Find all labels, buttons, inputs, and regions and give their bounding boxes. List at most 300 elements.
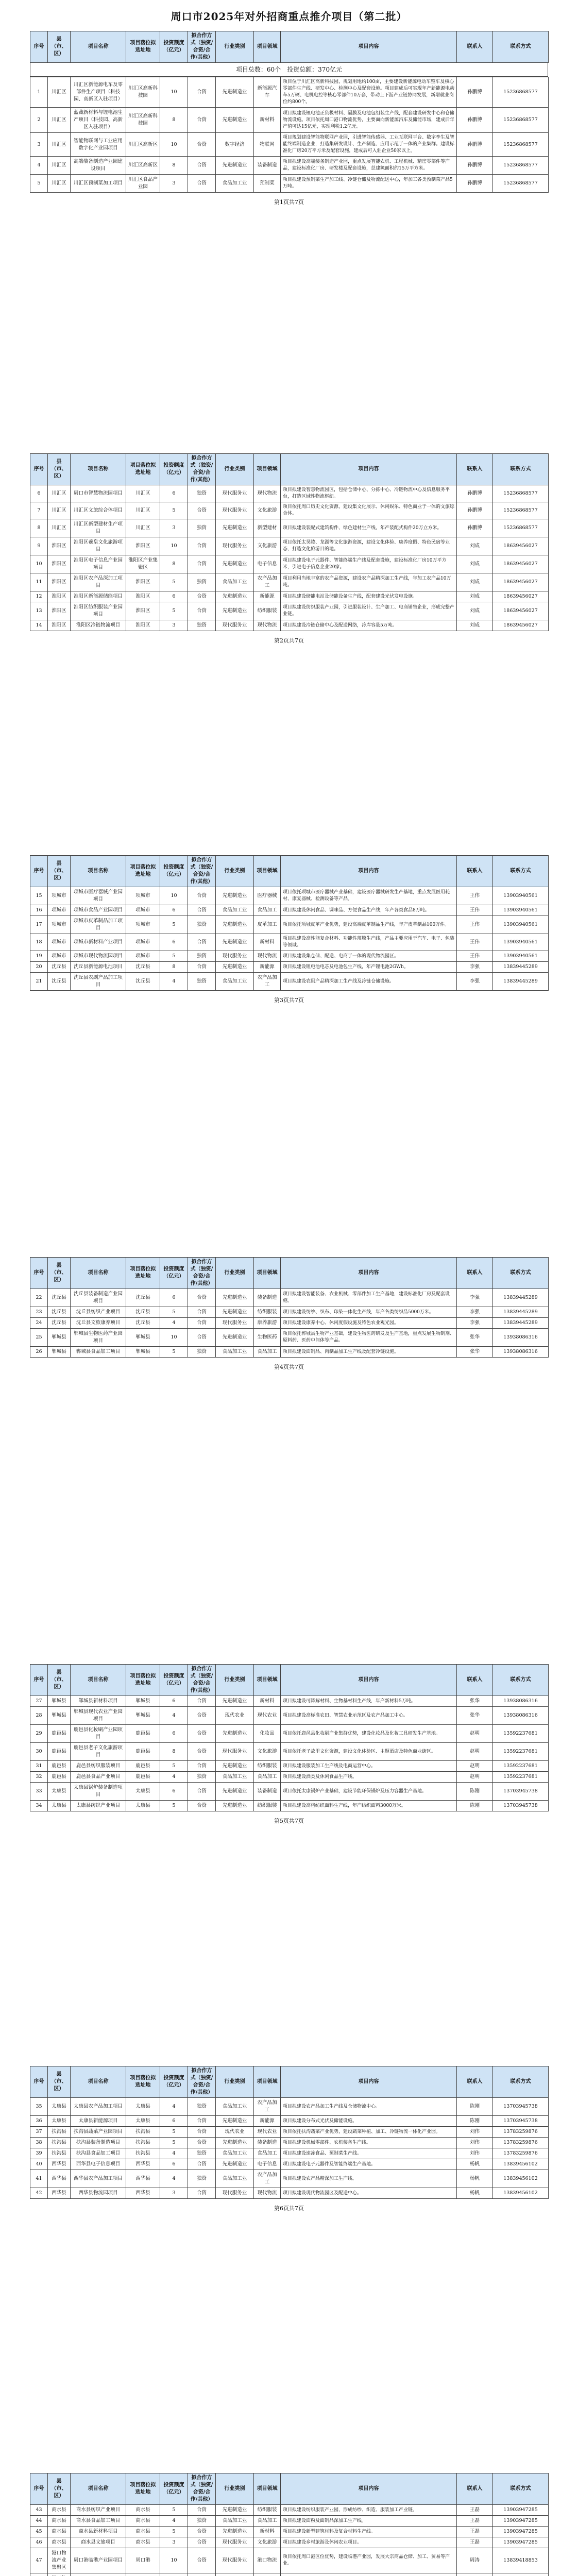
amount-cell: 5	[160, 2138, 188, 2148]
contact-cell	[457, 2573, 493, 2576]
category-cell: 现代服务业	[216, 502, 254, 519]
category-cell: 现代农业	[216, 2127, 254, 2138]
table-row	[30, 1707, 549, 1725]
table-row	[30, 1783, 549, 1801]
column-header: 行业类别	[216, 2066, 254, 2098]
contact-cell: 张华	[457, 1347, 493, 1358]
county-cell: 太康县	[48, 2116, 71, 2127]
contact-cell: 刘成	[457, 602, 493, 620]
contact-cell: 李强	[457, 962, 493, 973]
column-header: 行业类别	[216, 856, 254, 887]
field-cell: 新材料	[254, 1696, 281, 1707]
content-cell: 项目拟建设机械零部件、农机装备生产线。	[281, 2138, 457, 2148]
column-header: 投资额度（亿元）	[160, 31, 188, 63]
project-table	[30, 77, 549, 193]
county-cell: 商水县	[48, 2527, 71, 2537]
content-cell: 项目依托项城皮革产业优势，建设高端皮革制品生产线，年产皮革制品100万件。	[281, 916, 457, 934]
county-cell	[48, 2573, 71, 2576]
field-cell: 新能源汽车	[254, 77, 281, 108]
field-cell: 现代农业	[254, 1707, 281, 1725]
column-header: 联系方式	[493, 2066, 549, 2098]
column-header: 投资额度（亿元）	[160, 454, 188, 485]
project-name-cell: 沈丘县新能源电池项目	[71, 962, 126, 973]
contact-cell: 孙鹏博	[457, 77, 493, 108]
row-number: 35	[30, 2098, 48, 2116]
mode-cell: 独资	[188, 2098, 216, 2116]
phone-cell: 15236868577	[493, 133, 549, 157]
content-cell	[281, 2573, 457, 2576]
row-number: 11	[30, 573, 48, 591]
phone-cell: 13839445289	[493, 1289, 549, 1307]
amount-cell: 3	[160, 2537, 188, 2548]
contact-cell: 赵明	[457, 1743, 493, 1761]
amount-cell: 8	[160, 157, 188, 175]
row-number: 4	[30, 157, 48, 175]
county-cell: 淮阳区	[48, 555, 71, 573]
amount-cell: 5	[160, 1801, 188, 1811]
site-cell: 沈丘县	[126, 1307, 160, 1318]
county-cell: 川汇区	[48, 133, 71, 157]
table-row	[30, 1307, 549, 1318]
county-cell: 川汇区	[48, 519, 71, 537]
category-cell: 先进制造业	[216, 1307, 254, 1318]
site-cell: 太康县	[126, 1783, 160, 1801]
site-cell: 郸城县	[126, 1696, 160, 1707]
page-number: 第2页共7页	[274, 637, 304, 644]
site-cell: 淮阳区	[126, 573, 160, 591]
row-number: 12	[30, 591, 48, 602]
table-page	[30, 453, 548, 645]
county-cell: 川汇区	[48, 175, 71, 193]
table-row	[30, 1725, 549, 1743]
field-cell: 新能源	[254, 591, 281, 602]
content-cell: 项目依托郸城县生物产业基础，建设生物医药研发及生产基地，重点发展生物制剂、原料药、医药中间体等产品。	[281, 1329, 457, 1347]
category-cell: 先进制造业	[216, 555, 254, 573]
county-cell: 扶沟县	[48, 2138, 71, 2148]
project-name-cell: 淮阳区羲皇文化旅游项目	[71, 537, 126, 555]
phone-cell: 15236868577	[493, 485, 549, 502]
column-header: 序号	[30, 2066, 48, 2098]
content-cell: 项目拟建设休闲食品、调味品、方便食品生产线，年产各类食品8万吨。	[281, 905, 457, 916]
mode-cell: 合资	[188, 905, 216, 916]
amount-cell: 4	[160, 2098, 188, 2116]
category-cell: 先进制造业	[216, 2159, 254, 2170]
mode-cell: 合资	[188, 502, 216, 519]
county-cell: 鹿邑县	[48, 1772, 71, 1783]
field-cell: 新能源	[254, 2116, 281, 2127]
mode-cell: 合资	[188, 108, 216, 133]
county-cell: 项城市	[48, 905, 71, 916]
amount-cell: 4	[160, 1318, 188, 1329]
project-name-cell: 项城市新材料产业项目	[71, 934, 126, 951]
project-name-cell: 郸城县新材料项目	[71, 1696, 126, 1707]
site-cell: 川汇区高新科技园	[126, 108, 160, 133]
field-cell: 食品加工	[254, 905, 281, 916]
column-header: 项目领域	[254, 856, 281, 887]
column-header: 拟合作方式（独资/合资/合作/其他）	[188, 31, 216, 63]
project-name-cell: 项城市医疗器械产业园项目	[71, 887, 126, 905]
field-cell: 文化旅游	[254, 502, 281, 519]
page-number: 第5页共7页	[274, 1818, 304, 1824]
site-cell: 商水县	[126, 2537, 160, 2548]
amount-cell: 5	[160, 2127, 188, 2138]
field-cell: 农产品加工	[254, 573, 281, 591]
row-number: 15	[30, 887, 48, 905]
site-cell: 鹿邑县	[126, 1743, 160, 1761]
content-cell: 项目拟建设装配式建筑构件、绿色建材生产线，年产装配式构件20万立方米。	[281, 519, 457, 537]
field-cell: 新材料	[254, 2527, 281, 2537]
site-cell: 商水县	[126, 2505, 160, 2516]
column-header: 项目落位拟选址地	[126, 31, 160, 63]
county-cell: 太康县	[48, 2098, 71, 2116]
mode-cell: 合资	[188, 2527, 216, 2537]
category-cell: 先进制造业	[216, 2527, 254, 2537]
field-cell: 装备制造	[254, 1289, 281, 1307]
content-cell: 项目拟建设可降解材料、生物基材料生产线，年产新材料5万吨。	[281, 1696, 457, 1707]
table-row	[30, 108, 549, 133]
contact-cell: 杨帆	[457, 2159, 493, 2170]
amount-cell: 10	[160, 537, 188, 555]
phone-cell: 13703945738	[493, 2098, 549, 2116]
amount-cell: 6	[160, 905, 188, 916]
field-cell: 港口物流	[254, 2548, 281, 2573]
project-name-cell: 鹿邑县食品产业项目	[71, 1772, 126, 1783]
table-row	[30, 2098, 549, 2116]
content-cell: 项目拟建设锂电池正负极材料、隔膜及电池包组装生产线，配套建设研发中心和仓储物流设施。项目依托周口港口物流优势，主要面向新能源汽车及储能市场，建成后年产值可达15亿元，实现利税1.2亿元。	[281, 108, 457, 133]
contact-cell: 张华	[457, 1329, 493, 1347]
amount-cell: 5	[160, 2505, 188, 2516]
table-row	[30, 602, 549, 620]
contact-cell: 赵明	[457, 1761, 493, 1772]
content-cell: 项目拟建设高档纺织面料生产线，年产纺织面料3000万米。	[281, 1801, 457, 1811]
phone-cell: 13592237681	[493, 1761, 549, 1772]
column-header: 联系人	[457, 1665, 493, 1696]
project-table	[30, 1257, 549, 1358]
amount-cell: 3	[160, 175, 188, 193]
table-row	[30, 620, 549, 631]
category-cell: 食品加工业	[216, 2516, 254, 2527]
category-cell: 现代服务业	[216, 1318, 254, 1329]
site-cell: 淮阳区	[126, 537, 160, 555]
mode-cell: 合资	[188, 1783, 216, 1801]
column-header: 项目内容	[281, 1665, 457, 1696]
table-row	[30, 537, 549, 555]
project-name-cell: 太康县锅炉装备制造项目	[71, 1783, 126, 1801]
site-cell: 川汇区高新区	[126, 157, 160, 175]
county-cell: 淮阳区	[48, 602, 71, 620]
contact-cell: 孙鹏博	[457, 133, 493, 157]
content-cell: 项目规划建设智能物联网产业园，引进智能传感器、工业互联网平台、数字孪生及智能终端制造企业，打造集研发设计、生产制造、应用示范于一体的产业集群。建设标准化厂房20万平方米及配套设施，建成后可入驻企业50家以上。	[281, 133, 457, 157]
amount-cell: 5	[160, 916, 188, 934]
contact-cell: 王磊	[457, 2527, 493, 2537]
field-cell: 装备制造	[254, 2138, 281, 2148]
project-name-cell: 西华县物流园项目	[71, 2188, 126, 2199]
row-number: 6	[30, 485, 48, 502]
row-number: 42	[30, 2188, 48, 2199]
table-row	[30, 2505, 549, 2516]
site-cell: 扶沟县	[126, 2148, 160, 2159]
site-cell: 川汇区食品产业园	[126, 175, 160, 193]
category-cell: 先进制造业	[216, 591, 254, 602]
project-name-cell: 川汇区文旅综合体项目	[71, 502, 126, 519]
project-name-cell: 郸城县现代农业产业园项目	[71, 1707, 126, 1725]
table-row	[30, 502, 549, 519]
mode-cell: 合资	[188, 1318, 216, 1329]
column-header: 投资额度（亿元）	[160, 2066, 188, 2098]
table-row	[30, 1347, 549, 1358]
site-cell: 太康县	[126, 2116, 160, 2127]
phone-cell: 15236868577	[493, 502, 549, 519]
column-header: 项目内容	[281, 2473, 457, 2505]
contact-cell: 李强	[457, 1307, 493, 1318]
field-cell: 医疗器械	[254, 887, 281, 905]
mode-cell: 合资	[188, 591, 216, 602]
phone-cell: 13783259876	[493, 2127, 549, 2138]
contact-cell: 孙鹏博	[457, 519, 493, 537]
table-row	[30, 1772, 549, 1783]
project-name-cell: 西华县电子信息项目	[71, 2159, 126, 2170]
mode-cell: 合资	[188, 537, 216, 555]
county-cell: 川汇区	[48, 108, 71, 133]
phone-cell: 13592237681	[493, 1743, 549, 1761]
phone-cell: 18639456027	[493, 555, 549, 573]
project-table	[30, 2066, 549, 2199]
phone-cell: 13938086316	[493, 1347, 549, 1358]
content-cell: 项目拟建设农产品加工生产线及仓储物流中心。	[281, 2098, 457, 2116]
field-cell: 电子信息	[254, 555, 281, 573]
contact-cell: 李强	[457, 1318, 493, 1329]
project-name-cell: 项城市现代物流园项目	[71, 951, 126, 962]
column-header: 序号	[30, 454, 48, 485]
contact-cell: 杨帆	[457, 2188, 493, 2199]
phone-cell: 13839445289	[493, 1318, 549, 1329]
mode-cell: 合资	[188, 2537, 216, 2548]
contact-cell: 张华	[457, 1696, 493, 1707]
category-cell: 先进制造业	[216, 2138, 254, 2148]
category-cell: 先进制造业	[216, 1761, 254, 1772]
mode-cell: 独资	[188, 951, 216, 962]
site-cell: 淮阳区	[126, 602, 160, 620]
county-cell: 太康县	[48, 1783, 71, 1801]
county-cell: 鹿邑县	[48, 1725, 71, 1743]
field-cell: 农产品加工	[254, 973, 281, 991]
row-number: 16	[30, 905, 48, 916]
contact-cell: 陈刚	[457, 2116, 493, 2127]
category-cell: 食品加工业	[216, 2170, 254, 2188]
site-cell: 商水县	[126, 2516, 160, 2527]
content-cell: 项目拟建设服装加工生产线及电商运营中心。	[281, 1761, 457, 1772]
amount-cell: 8	[160, 555, 188, 573]
row-number: 13	[30, 602, 48, 620]
content-cell: 项目依托周口历史文化资源，建设集文化展示、休闲娱乐、特色商业于一体的文旅综合体。	[281, 502, 457, 519]
phone-cell: 13592237681	[493, 1772, 549, 1783]
amount-cell: 5	[160, 951, 188, 962]
county-cell: 沈丘县	[48, 973, 71, 991]
table-row	[30, 2170, 549, 2188]
county-cell: 鹿邑县	[48, 1761, 71, 1772]
mode-cell: 独资	[188, 573, 216, 591]
amount-cell: 3	[160, 2188, 188, 2199]
phone-cell: 13903947285	[493, 2537, 549, 2548]
county-cell: 商水县	[48, 2537, 71, 2548]
table-header-row	[30, 2066, 549, 2098]
content-cell: 项目拟建设纺织服装产业园，形成纺纱、织造、服装加工产业链。	[281, 2505, 457, 2516]
mode-cell: 合资	[188, 2159, 216, 2170]
contact-cell: 刘伟	[457, 2148, 493, 2159]
county-cell: 西华县	[48, 2159, 71, 2170]
contact-cell: 陈刚	[457, 2098, 493, 2116]
project-name-cell: 高端装备制造产业园建设项目	[71, 157, 126, 175]
project-name-cell: 蓝藏新材料与锂电池生产项目（科技园、高新区入驻项目）	[71, 108, 126, 133]
table-page	[30, 855, 548, 1004]
column-header: 投资额度（亿元）	[160, 856, 188, 887]
category-cell: 先进制造业	[216, 77, 254, 108]
field-cell: 新能源	[254, 962, 281, 973]
table-row	[30, 555, 549, 573]
table-row	[30, 133, 549, 157]
phone-cell: 13703945738	[493, 2116, 549, 2127]
document-title: 周口市2025年对外招商重点推介项目（第二批）	[171, 10, 407, 23]
phone-cell: 13903940561	[493, 887, 549, 905]
site-cell: 沈丘县	[126, 973, 160, 991]
row-number: 30	[30, 1743, 48, 1761]
county-cell: 川汇区	[48, 485, 71, 502]
content-cell: 项目位于川汇区高新科技园，规划用地约100亩，主要建设新能源电动车整车及核心零部件生产线、研发中心、检测中心及配套设施。项目建成后可实现年产新能源电动车5万辆、电机电控等核心零部件10万套，带动上下游产业链协同发展，新增就业岗位约800个。	[281, 77, 457, 108]
field-cell: 现代物流	[254, 2188, 281, 2199]
field-cell: 皮革加工	[254, 916, 281, 934]
column-header: 拟合作方式（独资/合资/合作/其他）	[188, 2473, 216, 2505]
category-cell	[216, 2573, 254, 2576]
site-cell: 西华县	[126, 2170, 160, 2188]
row-number: 39	[30, 2148, 48, 2159]
contact-cell: 孙鹏博	[457, 485, 493, 502]
amount-cell: 3	[160, 519, 188, 537]
phone-cell: 13903947285	[493, 2516, 549, 2527]
phone-cell: 13839418853	[493, 2548, 549, 2573]
row-number: 5	[30, 175, 48, 193]
category-cell: 先进制造业	[216, 1783, 254, 1801]
project-name-cell: 川汇区预制菜加工项目	[71, 175, 126, 193]
content-cell: 项目依托鹿邑县化妆刷产业集群优势，建设化妆品及化妆工具研发生产基地。	[281, 1725, 457, 1743]
site-cell: 扶沟县	[126, 2138, 160, 2148]
table-row	[30, 1696, 549, 1707]
table-row	[30, 887, 549, 905]
county-cell: 淮阳区	[48, 620, 71, 631]
phone-cell: 13839456102	[493, 2188, 549, 2199]
county-cell: 郸城县	[48, 1329, 71, 1347]
category-cell: 现代服务业	[216, 2537, 254, 2548]
contact-cell: 刘成	[457, 537, 493, 555]
row-number: 24	[30, 1318, 48, 1329]
column-header: 投资额度（亿元）	[160, 1258, 188, 1289]
site-cell: 川汇区	[126, 485, 160, 502]
row-number: 29	[30, 1725, 48, 1743]
mode-cell: 独资	[188, 2170, 216, 2188]
table-header-row	[30, 2473, 549, 2505]
field-cell: 纺织服装	[254, 602, 281, 620]
column-header: 序号	[30, 1258, 48, 1289]
content-cell: 项目拟建设康养中心、休闲度假设施及特色农业观光园。	[281, 1318, 457, 1329]
amount-cell: 6	[160, 1289, 188, 1307]
column-header: 项目名称	[71, 2473, 126, 2505]
field-cell: 化妆品	[254, 1725, 281, 1743]
mode-cell: 独资	[188, 1347, 216, 1358]
row-number: 23	[30, 1307, 48, 1318]
phone-cell: 13839445289	[493, 973, 549, 991]
project-table-header	[30, 31, 549, 63]
contact-cell: 王伟	[457, 887, 493, 905]
county-cell: 沈丘县	[48, 1318, 71, 1329]
column-header: 拟合作方式（独资/合资/合作/其他）	[188, 1665, 216, 1696]
column-header: 联系方式	[493, 454, 549, 485]
project-name-cell	[71, 2573, 126, 2576]
column-header: 县（市、区）	[48, 2066, 71, 2098]
mode-cell: 合资	[188, 2138, 216, 2148]
amount-cell: 4	[160, 973, 188, 991]
county-cell: 郸城县	[48, 1347, 71, 1358]
mode-cell: 合资	[188, 2127, 216, 2138]
contact-cell: 刘成	[457, 620, 493, 631]
phone-cell: 15236868577	[493, 175, 549, 193]
category-cell: 先进制造业	[216, 1289, 254, 1307]
contact-cell: 刘伟	[457, 2127, 493, 2138]
table-row	[30, 1329, 549, 1347]
project-table	[30, 453, 549, 631]
content-cell: 项目拟建设电子元器件、智能终端生产线及配套设施，建设标准化厂房10万平方米，引进电子信息企业20家。	[281, 555, 457, 573]
contact-cell: 杨帆	[457, 2170, 493, 2188]
amount-cell: 6	[160, 1725, 188, 1743]
field-cell: 文化旅游	[254, 537, 281, 555]
county-cell: 扶沟县	[48, 2148, 71, 2159]
category-cell: 现代农业	[216, 1707, 254, 1725]
category-cell: 现代服务业	[216, 951, 254, 962]
field-cell: 食品加工	[254, 1772, 281, 1783]
mode-cell: 合资	[188, 602, 216, 620]
row-number	[30, 2573, 48, 2576]
content-cell: 项目拟建设面制品、肉制品加工生产线及配套冷链设施。	[281, 1347, 457, 1358]
field-cell: 新材料	[254, 108, 281, 133]
column-header: 序号	[30, 1665, 48, 1696]
mode-cell	[188, 2573, 216, 2576]
amount-cell: 4	[160, 1772, 188, 1783]
mode-cell: 合资	[188, 2188, 216, 2199]
column-header: 项目领域	[254, 454, 281, 485]
site-cell: 淮阳区	[126, 591, 160, 602]
contact-cell: 张华	[457, 1707, 493, 1725]
field-cell: 纺织服装	[254, 1761, 281, 1772]
county-cell: 商水县	[48, 2516, 71, 2527]
county-cell: 沈丘县	[48, 1289, 71, 1307]
table-header-row	[30, 31, 549, 63]
phone-cell: 13783259876	[493, 2148, 549, 2159]
contact-cell: 孙鹏博	[457, 108, 493, 133]
site-cell: 郸城县	[126, 1347, 160, 1358]
amount-cell: 3	[160, 620, 188, 631]
phone-cell: 13903940561	[493, 951, 549, 962]
project-name-cell: 淮阳区电子信息产业园项目	[71, 555, 126, 573]
project-name-cell: 商水县纺织产业项目	[71, 2505, 126, 2516]
mode-cell: 合资	[188, 1707, 216, 1725]
category-cell: 食品加工业	[216, 573, 254, 591]
site-cell: 项城市	[126, 916, 160, 934]
row-number: 2	[30, 108, 48, 133]
county-cell: 沈丘县	[48, 1307, 71, 1318]
phone-cell: 13938086316	[493, 1696, 549, 1707]
phone-cell: 18639456027	[493, 602, 549, 620]
project-name-cell: 商水县食品加工项目	[71, 2516, 126, 2527]
field-cell: 装备制造	[254, 1783, 281, 1801]
content-cell: 项目依托扶沟蔬菜产业优势，建设蔬菜种植、加工、冷链物流一体化产业园。	[281, 2127, 457, 2138]
